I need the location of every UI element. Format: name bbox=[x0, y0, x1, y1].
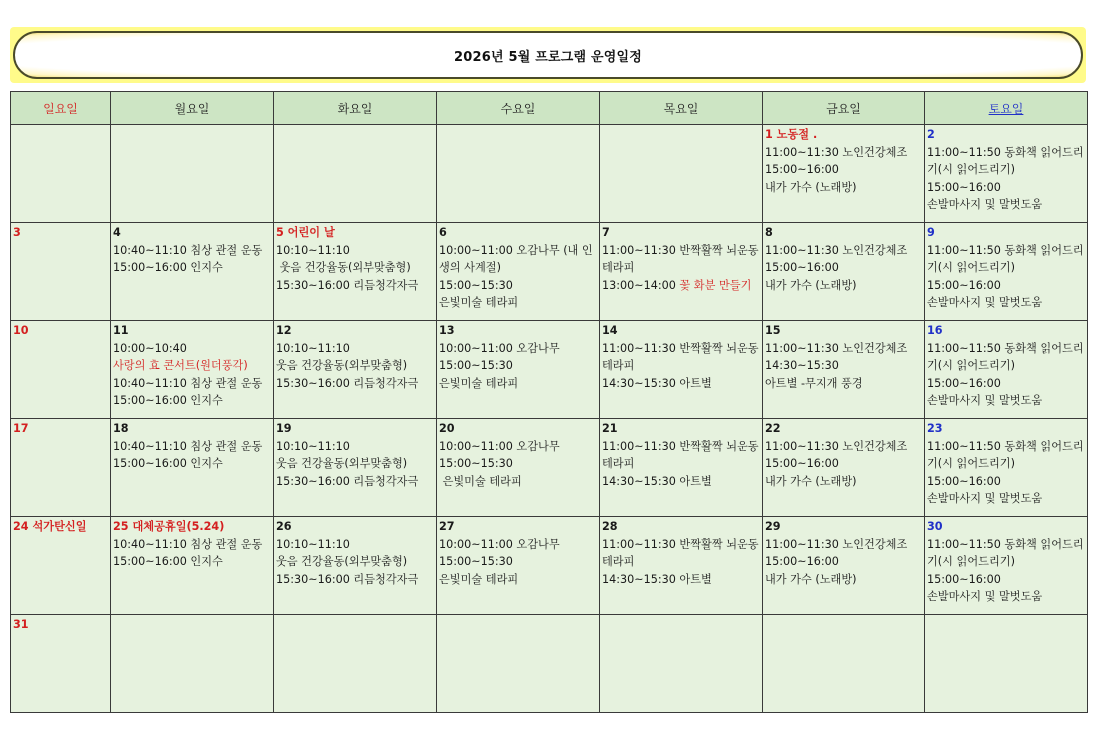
day-cell bbox=[11, 419, 111, 517]
schedule-text: 15:00~15:30 bbox=[439, 457, 513, 470]
schedule-text: 11:00~11:30 노인건강체조 bbox=[765, 439, 908, 453]
schedule-text: 15:00~16:00 인지수 bbox=[113, 457, 223, 470]
schedule-line bbox=[276, 438, 434, 456]
day-cell bbox=[600, 223, 763, 321]
schedule-line bbox=[439, 553, 597, 571]
day-cell bbox=[925, 223, 1088, 321]
schedule-line bbox=[113, 455, 271, 473]
schedule-text: 15:00~16:00 bbox=[765, 261, 839, 274]
week-row bbox=[11, 419, 1088, 517]
day-cell bbox=[274, 615, 437, 713]
schedule-text: 사랑의 효 콘서트(원더풍각) bbox=[113, 359, 248, 372]
schedule-text: 웃음 건강율동(외부맞춤형) bbox=[276, 555, 408, 568]
schedule-line bbox=[927, 294, 1085, 312]
day-number: 18 bbox=[113, 422, 129, 435]
schedule-text: 은빛미술 테라피 bbox=[439, 474, 522, 488]
schedule-text: 13:00~14:00 bbox=[602, 278, 680, 292]
schedule-line bbox=[439, 242, 597, 277]
schedule-line bbox=[113, 357, 271, 375]
schedule-text: 11:00~11:50 동화책 읽어드리기(시 읽어드리기) bbox=[927, 439, 1084, 470]
day-cell bbox=[437, 615, 600, 713]
day-cell bbox=[274, 321, 437, 419]
schedule-text: 14:30~15:30 아트별 bbox=[602, 572, 712, 586]
day-number: 22 bbox=[765, 422, 781, 435]
schedule-text: 15:00~15:30 bbox=[439, 278, 513, 292]
day-cell bbox=[763, 321, 925, 419]
schedule-text: 15:00~16:00 인지수 bbox=[113, 394, 223, 407]
weekday-saturday: 토요일 bbox=[925, 92, 1088, 125]
day-cell bbox=[11, 615, 111, 713]
schedule-text: 11:00~11:30 반짝활짝 뇌운동테라피 bbox=[602, 439, 759, 470]
day-cell bbox=[925, 321, 1088, 419]
day-cell bbox=[925, 419, 1088, 517]
day-cell bbox=[111, 517, 274, 615]
schedule-text: 15:00~16:00 bbox=[927, 474, 1001, 488]
schedule-text: 10:40~11:10 침상 관절 운동 bbox=[113, 537, 263, 551]
schedule-text: 웃음 건강율동(외부맞춤형) bbox=[276, 261, 411, 274]
day-cell bbox=[437, 223, 600, 321]
schedule-text: 은빛미술 테라피 bbox=[439, 376, 519, 390]
day-cell bbox=[11, 125, 111, 223]
day-number: 27 bbox=[439, 520, 455, 533]
schedule-text: 11:00~11:30 반짝활짝 뇌운동테라피 bbox=[602, 537, 759, 568]
schedule-line bbox=[927, 277, 1085, 295]
schedule-text: 15:00~15:30 bbox=[439, 555, 513, 568]
schedule-text: 10:00~11:00 오감나무 bbox=[439, 439, 560, 453]
week-row bbox=[11, 125, 1088, 223]
schedule-line bbox=[765, 340, 922, 358]
schedule-line bbox=[113, 438, 271, 456]
schedule-text: 15:00~16:00 bbox=[765, 555, 839, 568]
day-cell bbox=[437, 321, 600, 419]
day-number: 29 bbox=[765, 520, 781, 533]
day-cell bbox=[763, 419, 925, 517]
schedule-text: 11:00~11:50 동화책 읽어드리기(시 읽어드리기) bbox=[927, 537, 1084, 568]
schedule-line bbox=[765, 179, 922, 197]
schedule-text: 11:00~11:50 동화책 읽어드리기(시 읽어드리기) bbox=[927, 341, 1084, 372]
day-number: 16 bbox=[927, 324, 943, 337]
day-cell bbox=[11, 321, 111, 419]
day-cell bbox=[111, 223, 274, 321]
schedule-line bbox=[927, 536, 1085, 571]
schedule-line bbox=[276, 553, 434, 571]
schedule-line bbox=[439, 294, 597, 312]
schedule-text: 10:00~10:40 bbox=[113, 341, 187, 355]
calendar-body bbox=[11, 125, 1088, 713]
schedule-text: 10:00~11:00 오감나무 bbox=[439, 341, 560, 355]
day-number: 23 bbox=[927, 422, 943, 435]
schedule-text: 내가 가수 (노래방) bbox=[765, 474, 857, 488]
schedule-text: 15:00~16:00 bbox=[765, 457, 839, 470]
title-frame bbox=[13, 31, 1083, 79]
schedule-line bbox=[439, 277, 597, 295]
schedule-text: 15:00~16:00 인지수 bbox=[113, 555, 223, 568]
schedule-line bbox=[602, 571, 760, 589]
schedule-text: 손발마사지 및 말벗도움 bbox=[927, 198, 1043, 211]
week-row bbox=[11, 223, 1088, 321]
schedule-text: 웃음 건강율동(외부맞춤형) bbox=[276, 359, 408, 372]
schedule-line bbox=[765, 473, 922, 491]
schedule-line bbox=[927, 375, 1085, 393]
schedule-line bbox=[276, 536, 434, 554]
schedule-line bbox=[602, 536, 760, 571]
day-number: 25 대체공휴일(5.24) bbox=[113, 520, 225, 533]
schedule-text: 내가 가수 (노래방) bbox=[765, 278, 857, 292]
day-number: 30 bbox=[927, 520, 943, 533]
schedule-line bbox=[602, 340, 760, 375]
day-number: 24 석가탄신일 bbox=[13, 520, 87, 533]
schedule-line bbox=[113, 375, 271, 393]
schedule-line bbox=[927, 392, 1085, 410]
schedule-line bbox=[927, 196, 1085, 214]
day-number: 2 bbox=[927, 128, 935, 141]
day-cell bbox=[11, 223, 111, 321]
schedule-text: 15:00~16:00 bbox=[765, 163, 839, 176]
schedule-text: 15:00~16:00 인지수 bbox=[113, 261, 223, 274]
day-cell bbox=[763, 125, 925, 223]
schedule-line bbox=[113, 259, 271, 277]
schedule-text: 손발마사지 및 말벗도움 bbox=[927, 296, 1043, 309]
day-cell bbox=[111, 419, 274, 517]
schedule-text: 15:30~16:00 리듬청각자극 bbox=[276, 572, 419, 586]
week-row bbox=[11, 517, 1088, 615]
weekday-header-row bbox=[11, 92, 1088, 125]
schedule-text: 14:30~15:30 아트별 bbox=[602, 474, 712, 488]
schedule-line bbox=[276, 277, 434, 295]
day-cell bbox=[600, 615, 763, 713]
day-number: 28 bbox=[602, 520, 618, 533]
title-banner bbox=[10, 27, 1086, 83]
schedule-text: 10:40~11:10 침상 관절 운동 bbox=[113, 243, 263, 257]
day-cell bbox=[111, 615, 274, 713]
day-number: 11 bbox=[113, 324, 129, 337]
schedule-line bbox=[439, 340, 597, 358]
schedule-highlight: 꽃 화분 만들기 bbox=[679, 278, 752, 292]
schedule-line bbox=[276, 340, 434, 358]
schedule-line bbox=[602, 277, 760, 295]
schedule-text: 15:00~15:30 bbox=[439, 359, 513, 372]
schedule-line bbox=[927, 179, 1085, 197]
schedule-line bbox=[765, 438, 922, 456]
day-cell bbox=[763, 517, 925, 615]
schedule-line bbox=[765, 357, 922, 375]
schedule-line bbox=[765, 455, 922, 473]
day-number: 26 bbox=[276, 520, 292, 533]
schedule-text: 11:00~11:30 반짝활짝 뇌운동테라피 bbox=[602, 341, 759, 372]
schedule-text: 손발마사지 및 말벗도움 bbox=[927, 590, 1043, 603]
schedule-line bbox=[276, 357, 434, 375]
schedule-line bbox=[927, 340, 1085, 375]
schedule-text: 11:00~11:50 동화책 읽어드리기(시 읽어드리기) bbox=[927, 243, 1084, 274]
schedule-line bbox=[439, 357, 597, 375]
schedule-text: 웃음 건강율동(외부맞춤형) bbox=[276, 457, 408, 470]
schedule-line bbox=[765, 277, 922, 295]
schedule-text: 내가 가수 (노래방) bbox=[765, 180, 857, 194]
schedule-text: 11:00~11:30 노인건강체조 bbox=[765, 341, 908, 355]
schedule-line bbox=[113, 242, 271, 260]
schedule-line bbox=[602, 375, 760, 393]
weekday-friday: 금요일 bbox=[763, 92, 925, 125]
schedule-line bbox=[439, 438, 597, 456]
day-number: 15 bbox=[765, 324, 781, 337]
schedule-text: 15:30~16:00 리듬청각자극 bbox=[276, 278, 419, 292]
weekday-tuesday: 화요일 bbox=[274, 92, 437, 125]
day-number: 13 bbox=[439, 324, 455, 337]
day-number: 5 어린이 날 bbox=[276, 226, 335, 239]
schedule-text: 15:00~16:00 bbox=[927, 572, 1001, 586]
page-title: 2026년 5월 프로그램 운영일정 bbox=[454, 49, 642, 65]
schedule-line bbox=[927, 242, 1085, 277]
schedule-line bbox=[276, 375, 434, 393]
schedule-text: 10:10~11:10 bbox=[276, 243, 350, 257]
day-cell bbox=[600, 517, 763, 615]
schedule-line bbox=[276, 242, 434, 260]
day-number: 3 bbox=[13, 226, 21, 239]
day-cell bbox=[437, 517, 600, 615]
schedule-line bbox=[113, 536, 271, 554]
schedule-text: 11:00~11:30 노인건강체조 bbox=[765, 145, 908, 159]
day-number: 14 bbox=[602, 324, 618, 337]
schedule-line bbox=[439, 536, 597, 554]
schedule-text: 15:00~16:00 bbox=[927, 376, 1001, 390]
schedule-text: 손발마사지 및 말벗도움 bbox=[927, 394, 1043, 407]
day-cell bbox=[274, 419, 437, 517]
day-cell bbox=[437, 419, 600, 517]
schedule-text: 15:00~16:00 bbox=[927, 180, 1001, 194]
schedule-line bbox=[927, 473, 1085, 491]
schedule-text: 15:00~16:00 bbox=[927, 278, 1001, 292]
day-number: 7 bbox=[602, 226, 610, 239]
day-cell bbox=[437, 125, 600, 223]
schedule-line bbox=[113, 392, 271, 410]
schedule-text: 아트별 -무지개 풍경 bbox=[765, 376, 863, 390]
schedule-text: 10:10~11:10 bbox=[276, 439, 350, 453]
schedule-line bbox=[765, 571, 922, 589]
day-cell bbox=[925, 125, 1088, 223]
schedule-text: 11:00~11:30 노인건강체조 bbox=[765, 243, 908, 257]
day-cell bbox=[274, 517, 437, 615]
weekday-sunday: 일요일 bbox=[11, 92, 111, 125]
day-cell bbox=[111, 125, 274, 223]
schedule-line bbox=[439, 375, 597, 393]
schedule-text: 15:30~16:00 리듬청각자극 bbox=[276, 376, 419, 390]
schedule-line bbox=[602, 473, 760, 491]
day-number: 8 bbox=[765, 226, 773, 239]
schedule-text: 은빛미술 테라피 bbox=[439, 296, 519, 309]
schedule-line bbox=[276, 571, 434, 589]
schedule-line bbox=[765, 144, 922, 162]
schedule-line bbox=[113, 340, 271, 358]
week-row bbox=[11, 615, 1088, 713]
day-cell bbox=[925, 615, 1088, 713]
schedule-text: 14:30~15:30 bbox=[765, 359, 839, 372]
day-number: 21 bbox=[602, 422, 618, 435]
day-cell bbox=[925, 517, 1088, 615]
schedule-text: 10:10~11:10 bbox=[276, 341, 350, 355]
week-row bbox=[11, 321, 1088, 419]
schedule-text: 10:00~11:00 오감나무 (내 인생의 사계절) bbox=[439, 243, 593, 274]
schedule-line bbox=[276, 473, 434, 491]
day-cell bbox=[11, 517, 111, 615]
weekday-thursday: 목요일 bbox=[600, 92, 763, 125]
day-cell bbox=[600, 125, 763, 223]
schedule-line bbox=[927, 588, 1085, 606]
schedule-text: 내가 가수 (노래방) bbox=[765, 572, 857, 586]
schedule-line bbox=[113, 553, 271, 571]
schedule-text: 10:10~11:10 bbox=[276, 537, 350, 551]
schedule-text: 15:30~16:00 리듬청각자극 bbox=[276, 474, 419, 488]
schedule-line bbox=[602, 438, 760, 473]
day-cell bbox=[111, 321, 274, 419]
schedule-line bbox=[439, 473, 597, 491]
schedule-line bbox=[765, 259, 922, 277]
day-cell bbox=[763, 223, 925, 321]
day-cell bbox=[763, 615, 925, 713]
schedule-text: 10:40~11:10 침상 관절 운동 bbox=[113, 439, 263, 453]
schedule-line bbox=[927, 571, 1085, 589]
schedule-line bbox=[276, 259, 434, 277]
schedule-line bbox=[927, 438, 1085, 473]
schedule-text: 11:00~11:50 동화책 읽어드리기(시 읽어드리기) bbox=[927, 145, 1084, 176]
schedule-text: 10:40~11:10 침상 관절 운동 bbox=[113, 376, 263, 390]
day-number: 19 bbox=[276, 422, 292, 435]
day-number: 20 bbox=[439, 422, 455, 435]
day-number: 6 bbox=[439, 226, 447, 239]
day-cell bbox=[600, 321, 763, 419]
day-cell bbox=[274, 125, 437, 223]
day-number: 4 bbox=[113, 226, 121, 239]
schedule-text: 14:30~15:30 아트별 bbox=[602, 376, 712, 390]
day-number: 17 bbox=[13, 422, 29, 435]
schedule-line bbox=[439, 571, 597, 589]
day-cell bbox=[274, 223, 437, 321]
calendar-table bbox=[10, 91, 1088, 713]
schedule-text: 11:00~11:30 반짝활짝 뇌운동테라피 bbox=[602, 243, 759, 274]
day-number: 1 노동절 . bbox=[765, 128, 818, 141]
schedule-line bbox=[927, 144, 1085, 179]
weekday-wednesday: 수요일 bbox=[437, 92, 600, 125]
day-cell bbox=[600, 419, 763, 517]
schedule-text: 손발마사지 및 말벗도움 bbox=[927, 492, 1043, 505]
schedule-line bbox=[602, 242, 760, 277]
schedule-line bbox=[765, 161, 922, 179]
schedule-line bbox=[927, 490, 1085, 508]
schedule-text: 10:00~11:00 오감나무 bbox=[439, 537, 560, 551]
schedule-line bbox=[439, 455, 597, 473]
day-number: 31 bbox=[13, 618, 29, 631]
schedule-line bbox=[765, 536, 922, 554]
day-number: 10 bbox=[13, 324, 29, 337]
schedule-line bbox=[765, 553, 922, 571]
schedule-line bbox=[276, 455, 434, 473]
day-number: 12 bbox=[276, 324, 292, 337]
weekday-monday: 월요일 bbox=[111, 92, 274, 125]
day-number: 9 bbox=[927, 226, 935, 239]
schedule-text: 은빛미술 테라피 bbox=[439, 572, 519, 586]
schedule-text: 11:00~11:30 노인건강체조 bbox=[765, 537, 908, 551]
schedule-line bbox=[765, 375, 922, 393]
schedule-line bbox=[765, 242, 922, 260]
